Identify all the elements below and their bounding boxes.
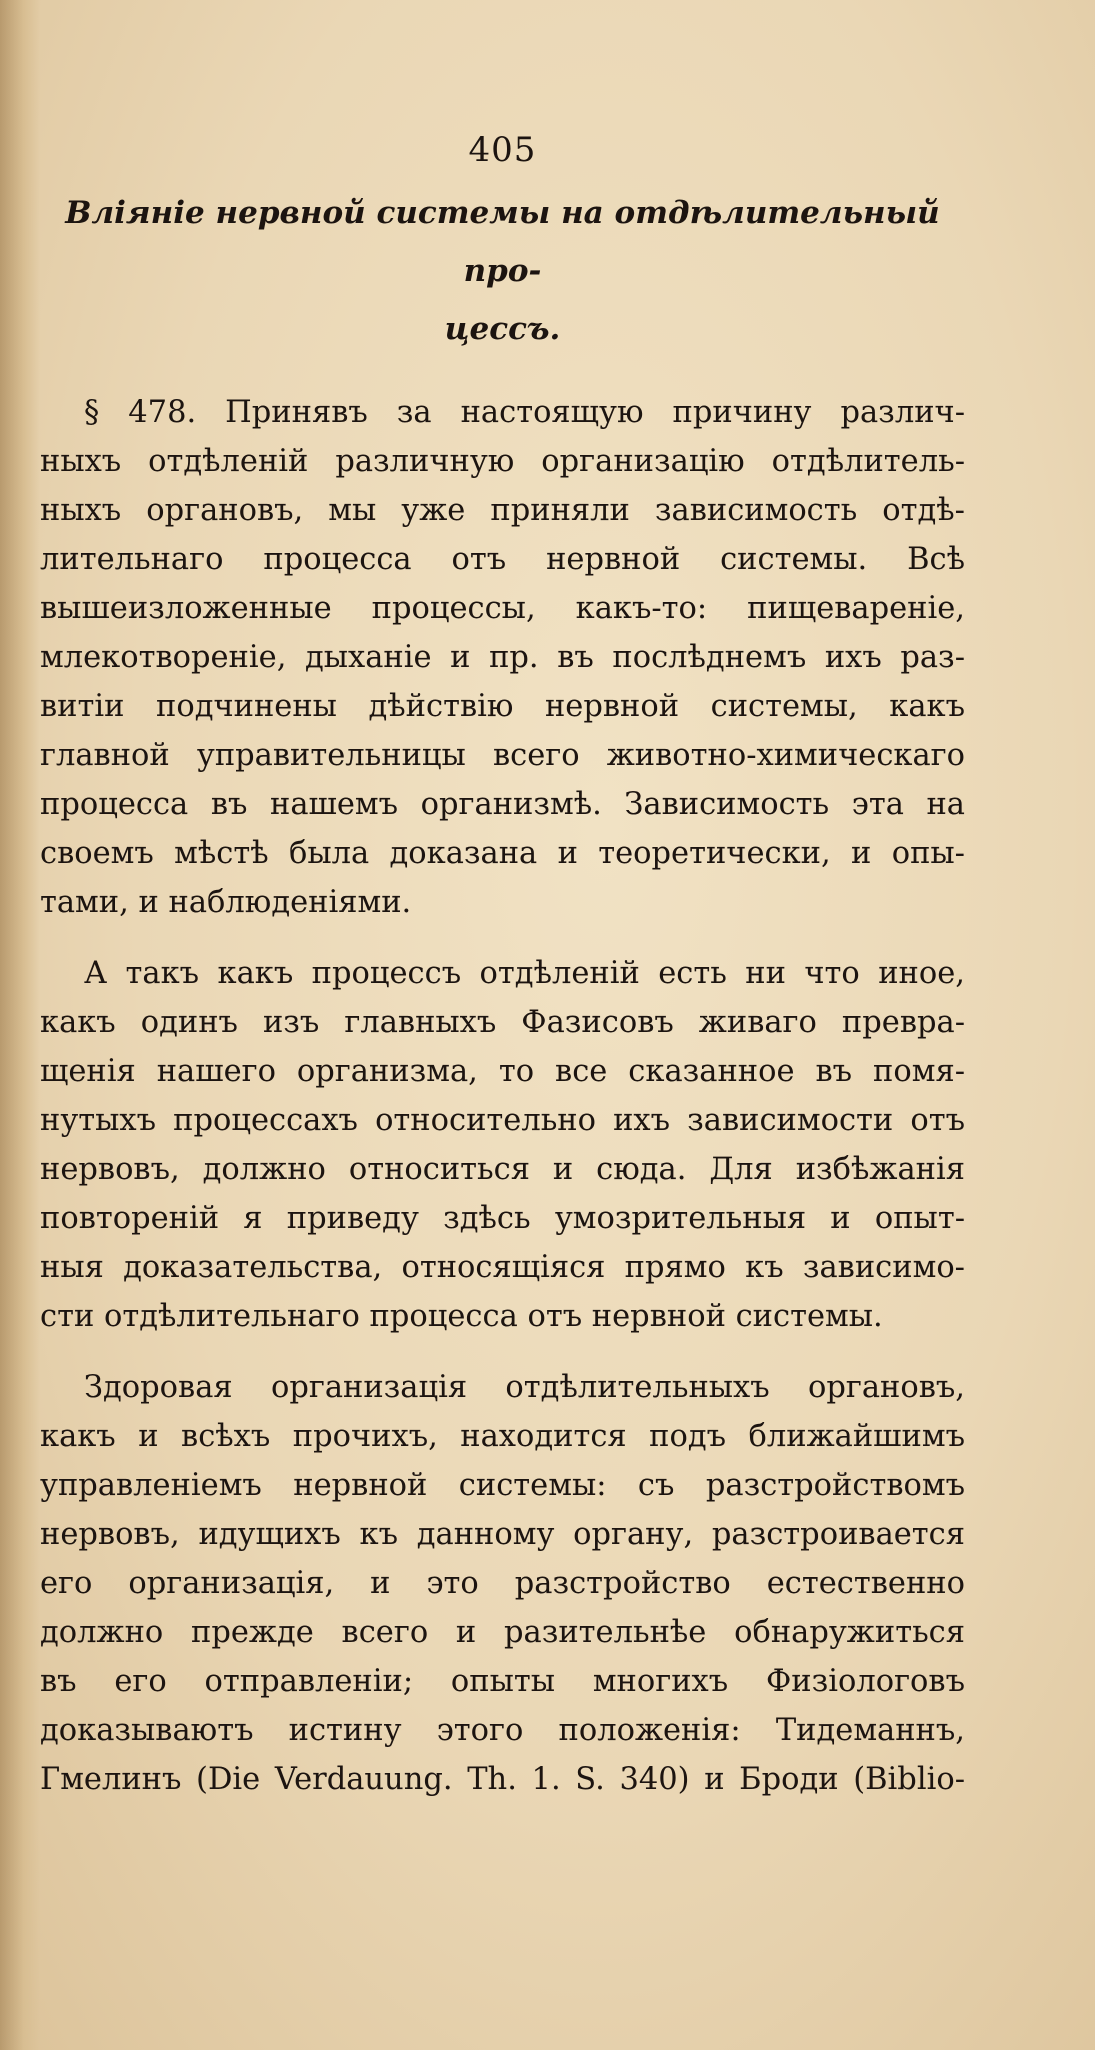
text-line: нутыхъ процессахъ относительно ихъ зависимости отъ — [40, 1103, 965, 1138]
text-line: тами, и наблюденіями. — [40, 885, 412, 920]
text-line: ныя доказательства, относящіяся прямо къ зависимо- — [40, 1250, 965, 1285]
paragraph-3 — [40, 1363, 965, 1804]
text-line: Здоровая организація отдѣлительныхъ органовъ, — [84, 1370, 965, 1405]
section-heading-line-2: цессъ. — [444, 311, 561, 347]
text-line: ныхъ органовъ, мы уже приняли зависимость отдѣ- — [40, 493, 965, 528]
text-line: его организація, и это разстройство естественно — [40, 1566, 965, 1601]
text-line: § 478. Принявъ за настоящую причину различ- — [84, 395, 965, 430]
text-line: нервовъ, идущихъ къ данному органу, разстроивается — [40, 1517, 965, 1552]
text-line: щенія нашего организма, то все сказанное въ помя- — [40, 1054, 965, 1089]
text-line: въ его отправленіи; опыты многихъ Физіологовъ — [40, 1664, 965, 1699]
paragraph-2 — [40, 949, 965, 1341]
text-line: сти отдѣлительнаго процесса отъ нервной системы. — [40, 1299, 883, 1334]
text-line: какъ одинъ изъ главныхъ Фазисовъ живаго превра- — [40, 1005, 965, 1040]
section-heading — [40, 184, 965, 358]
paragraph-1 — [40, 388, 965, 927]
page-number: 405 — [468, 130, 537, 170]
text-line: своемъ мѣстѣ была доказана и теоретически, и опы- — [40, 836, 965, 871]
text-line: нервовъ, должно относиться и сюда. Для избѣжанія — [40, 1152, 965, 1187]
text-line: Гмелинъ (Die Verdauung. Th. 1. S. 340) и Броди (Biblio- — [40, 1762, 965, 1797]
text-line: А такъ какъ процессъ отдѣленій есть ни что иное, — [84, 956, 965, 991]
text-line: повтореній я приведу здѣсь умозрительныя и опыт- — [40, 1201, 965, 1236]
text-line: доказываютъ истину этого положенія: Тидеманнъ, — [40, 1713, 965, 1748]
text-line: витіи подчинены дѣйствію нервной системы, какъ — [40, 689, 965, 724]
text-line: вышеизложенные процессы, какъ-то: пищевареніе, — [40, 591, 965, 626]
page-spine-shadow — [0, 0, 40, 2050]
text-line: какъ и всѣхъ прочихъ, находится подъ ближайшимъ — [40, 1419, 965, 1454]
text-line: ныхъ отдѣленій различную организацію отдѣлитель- — [40, 444, 965, 479]
text-line: управленіемъ нервной системы: съ разстройствомъ — [40, 1468, 965, 1503]
text-line: процесса въ нашемъ организмѣ. Зависимость эта на — [40, 787, 965, 822]
section-heading-line-1: Вліяніе нервной системы на отдѣлительный про- — [65, 195, 940, 289]
text-line: млекотвореніе, дыханіе и пр. въ послѣднемъ ихъ раз- — [40, 640, 965, 675]
text-line: должно прежде всего и разительнѣе обнаружиться — [40, 1615, 965, 1650]
text-line: лительнаго процесса отъ нервной системы. Всѣ — [40, 542, 965, 577]
text-line: главной управительницы всего животно-химическаго — [40, 738, 965, 773]
page-text-block — [40, 130, 965, 1826]
